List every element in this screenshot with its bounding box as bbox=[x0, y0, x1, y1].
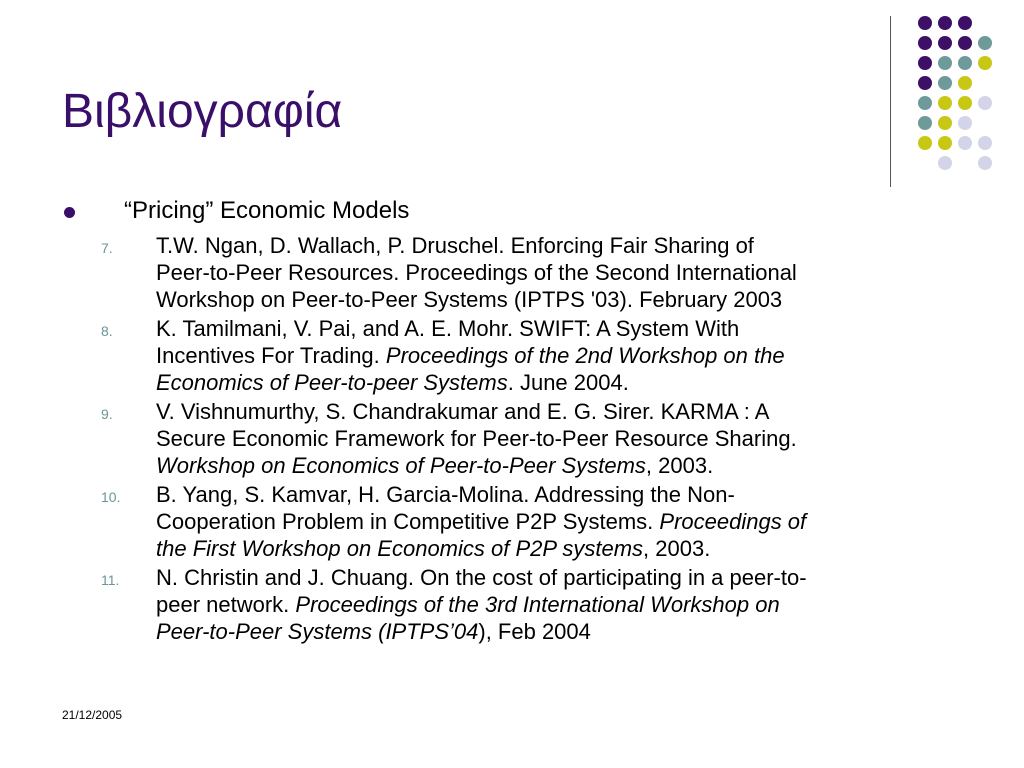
reference-segment: , 2003. bbox=[645, 453, 714, 478]
reference-list bbox=[0, 232, 1024, 647]
reference-line bbox=[156, 232, 976, 259]
decorative-dot bbox=[938, 136, 952, 150]
reference-segment: Secure Economic Framework for Peer-to-Peer Resource Sharing. bbox=[156, 426, 797, 451]
reference-item bbox=[0, 481, 1024, 562]
reference-line bbox=[156, 398, 976, 425]
decorative-dot bbox=[918, 16, 932, 30]
reference-text bbox=[156, 232, 976, 313]
reference-number: 10. bbox=[101, 489, 121, 505]
slide-title: Βιβλιογραφία bbox=[62, 85, 343, 138]
decorative-dot bbox=[938, 96, 952, 110]
reference-line bbox=[156, 618, 976, 645]
reference-text bbox=[156, 315, 976, 396]
decorative-dot bbox=[918, 116, 932, 130]
reference-number: 8. bbox=[101, 323, 113, 339]
reference-italic-segment: Proceedings of the 2nd Workshop on the bbox=[385, 343, 785, 368]
decorative-dot bbox=[958, 16, 972, 30]
reference-line bbox=[156, 564, 976, 591]
reference-item bbox=[0, 315, 1024, 396]
reference-segment: , 2003. bbox=[643, 536, 711, 561]
reference-segment: B. Yang, S. Kamvar, H. Garcia-Molina. Addressing the Non- bbox=[156, 482, 735, 507]
reference-line bbox=[156, 315, 976, 342]
reference-line bbox=[156, 591, 976, 618]
vertical-divider bbox=[890, 16, 891, 187]
reference-text bbox=[156, 398, 976, 479]
decorative-dot bbox=[938, 76, 952, 90]
reference-segment: peer network. bbox=[156, 592, 296, 617]
decorative-dot bbox=[958, 96, 972, 110]
reference-item bbox=[0, 232, 1024, 313]
decorative-dot bbox=[978, 156, 992, 170]
reference-line bbox=[156, 535, 976, 562]
decorative-dot bbox=[918, 76, 932, 90]
decorative-dot bbox=[918, 136, 932, 150]
reference-segment: N. Christin and J. Chuang. On the cost of participating in a peer-to- bbox=[156, 565, 807, 590]
decorative-dot bbox=[958, 36, 972, 50]
reference-segment: . June 2004. bbox=[507, 370, 629, 395]
reference-italic-segment: Proceedings of the 3rd International Workshop on bbox=[295, 592, 780, 617]
decorative-dot bbox=[978, 56, 992, 70]
reference-text bbox=[156, 481, 976, 562]
decorative-dot bbox=[938, 156, 952, 170]
reference-italic-segment: Workshop on Economics of Peer-to-Peer Systems bbox=[156, 453, 646, 478]
footer-date: 21/12/2005 bbox=[62, 708, 123, 722]
decorative-dot bbox=[918, 36, 932, 50]
reference-italic-segment: Proceedings of bbox=[659, 509, 807, 534]
decorative-dot bbox=[918, 96, 932, 110]
decorative-dot bbox=[958, 56, 972, 70]
reference-item bbox=[0, 398, 1024, 479]
reference-italic-segment: Economics of Peer-to-peer Systems bbox=[156, 370, 508, 395]
reference-line bbox=[156, 481, 976, 508]
decorative-dot bbox=[958, 116, 972, 130]
bullet-icon bbox=[64, 207, 75, 218]
reference-line bbox=[156, 425, 976, 452]
decorative-dot bbox=[978, 36, 992, 50]
reference-segment: Incentives For Trading. bbox=[156, 343, 386, 368]
reference-item bbox=[0, 564, 1024, 645]
reference-number: 11. bbox=[101, 572, 120, 588]
reference-italic-segment: Peer-to-Peer Systems (IPTPS’04 bbox=[156, 619, 479, 644]
reference-segment: T.W. Ngan, D. Wallach, P. Druschel. Enforcing Fair Sharing of bbox=[156, 233, 754, 258]
reference-line bbox=[156, 452, 976, 479]
bullet-heading: “Pricing” Economic Models bbox=[124, 197, 410, 224]
reference-segment: K. Tamilmani, V. Pai, and A. E. Mohr. SWIFT: A System With bbox=[156, 316, 740, 341]
reference-segment: ), Feb 2004 bbox=[478, 619, 591, 644]
decorative-dot bbox=[958, 76, 972, 90]
decorative-dot bbox=[938, 56, 952, 70]
decorative-dot bbox=[938, 36, 952, 50]
reference-number: 9. bbox=[101, 406, 113, 422]
reference-line bbox=[156, 369, 976, 396]
decorative-dot bbox=[958, 136, 972, 150]
reference-line bbox=[156, 342, 976, 369]
reference-segment: Workshop on Peer-to-Peer Systems (IPTPS '03). February 2003 bbox=[156, 287, 783, 312]
reference-number: 7. bbox=[101, 240, 113, 256]
reference-line bbox=[156, 508, 976, 535]
reference-text bbox=[156, 564, 976, 645]
reference-segment: V. Vishnumurthy, S. Chandrakumar and E. G. Sirer. KARMA : A bbox=[156, 399, 770, 424]
reference-line bbox=[156, 286, 976, 313]
decorative-dot bbox=[978, 96, 992, 110]
decorative-dot bbox=[938, 16, 952, 30]
decorative-dot bbox=[978, 136, 992, 150]
reference-segment: Peer-to-Peer Resources. Proceedings of the Second International bbox=[156, 260, 797, 285]
reference-line bbox=[156, 259, 976, 286]
decorative-dot bbox=[938, 116, 952, 130]
decorative-dot bbox=[918, 56, 932, 70]
reference-italic-segment: the First Workshop on Economics of P2P systems bbox=[156, 536, 644, 561]
reference-segment: Cooperation Problem in Competitive P2P Systems. bbox=[156, 509, 660, 534]
